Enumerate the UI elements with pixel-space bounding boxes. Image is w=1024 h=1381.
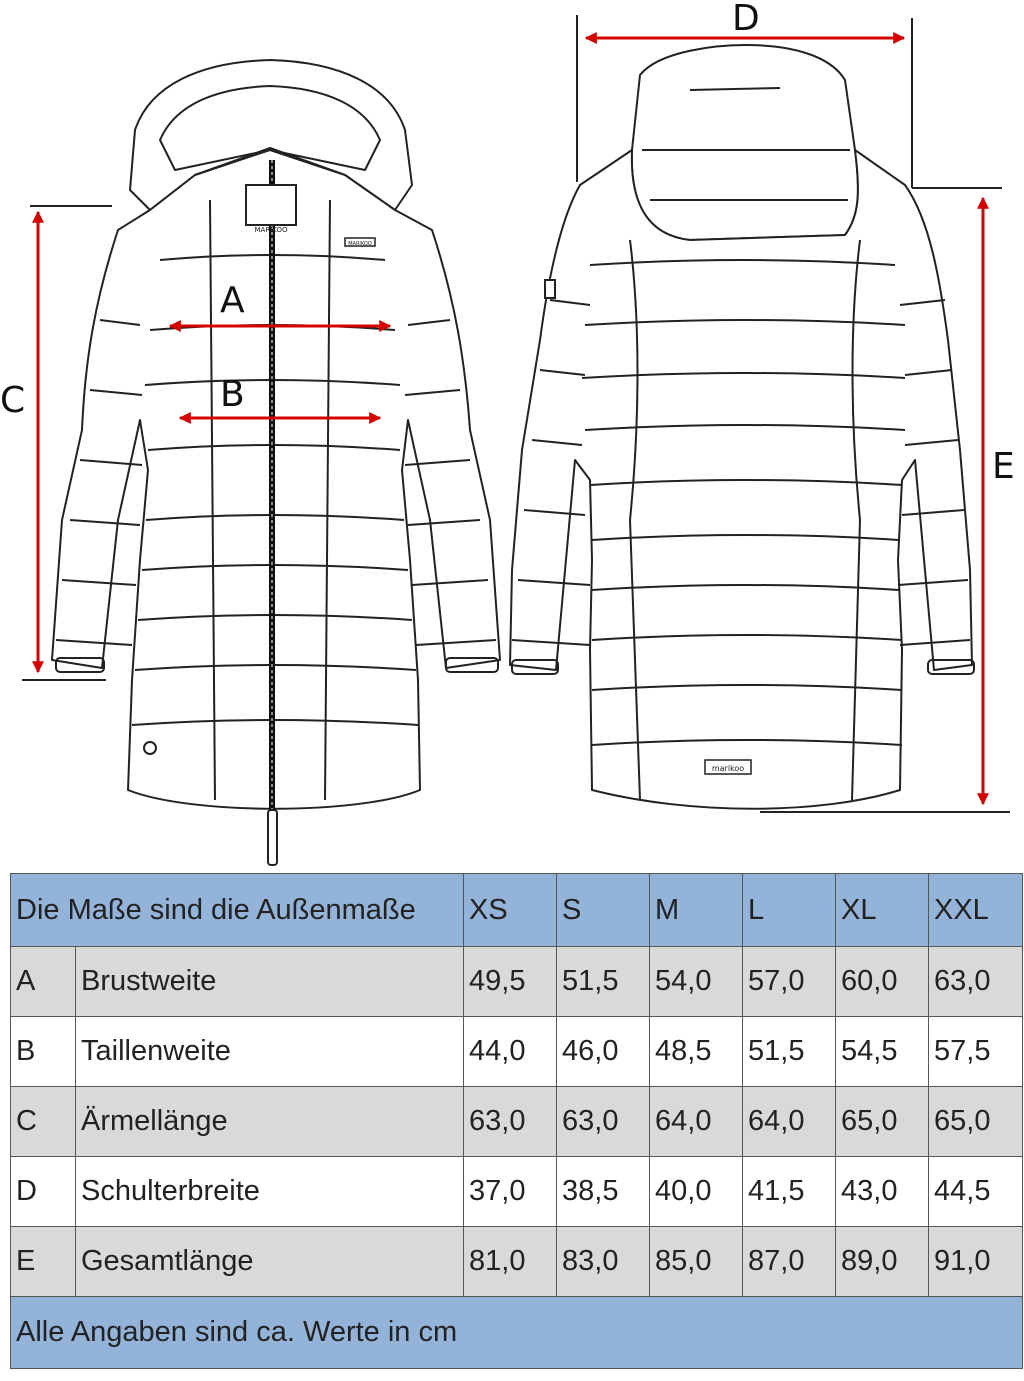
size-header-l: L	[743, 874, 836, 947]
cell-value: 51,5	[743, 1017, 836, 1087]
svg-text:MARIKOO: MARIKOO	[348, 241, 372, 247]
jacket-back-drawing	[510, 45, 974, 809]
size-header-xs: XS	[464, 874, 557, 947]
row-code: B	[11, 1017, 76, 1087]
cell-value: 64,0	[743, 1087, 836, 1157]
dimension-e-letter: E	[992, 446, 1015, 487]
footer-note: Alle Angaben sind ca. Werte in cm	[11, 1297, 1023, 1369]
svg-text:MARIKOO: MARIKOO	[254, 226, 288, 234]
cell-value: 85,0	[650, 1227, 743, 1297]
dimension-a-letter: A	[220, 280, 245, 321]
table-row	[11, 947, 1023, 1017]
cell-value: 81,0	[464, 1227, 557, 1297]
dimension-c-letter: C	[0, 380, 26, 421]
row-name: Brustweite	[76, 947, 464, 1017]
cell-value: 48,5	[650, 1017, 743, 1087]
cell-value: 64,0	[650, 1087, 743, 1157]
cell-value: 37,0	[464, 1157, 557, 1227]
cell-value: 57,5	[929, 1017, 1023, 1087]
table-row	[11, 1157, 1023, 1227]
row-name: Taillenweite	[76, 1017, 464, 1087]
cell-value: 83,0	[557, 1227, 650, 1297]
cell-value: 65,0	[929, 1087, 1023, 1157]
cell-value: 91,0	[929, 1227, 1023, 1297]
cell-value: 49,5	[464, 947, 557, 1017]
row-name: Ärmellänge	[76, 1087, 464, 1157]
table-row	[11, 1087, 1023, 1157]
cell-value: 46,0	[557, 1017, 650, 1087]
row-name: Schulterbreite	[76, 1157, 464, 1227]
size-header-xl: XL	[836, 874, 929, 947]
cell-value: 41,5	[743, 1157, 836, 1227]
dimension-d-letter: D	[732, 0, 760, 39]
size-header-xxl: XXL	[929, 874, 1023, 947]
cell-value: 43,0	[836, 1157, 929, 1227]
cell-value: 54,5	[836, 1017, 929, 1087]
header-title: Die Maße sind die Außenmaße	[11, 874, 464, 947]
row-code: D	[11, 1157, 76, 1227]
cell-value: 44,5	[929, 1157, 1023, 1227]
size-header-s: S	[557, 874, 650, 947]
size-header-m: M	[650, 874, 743, 947]
cell-value: 63,0	[464, 1087, 557, 1157]
back-sleeve-badge-icon	[545, 280, 555, 298]
cell-value: 63,0	[929, 947, 1023, 1017]
front-pocket-button-icon	[144, 742, 156, 754]
cell-value: 65,0	[836, 1087, 929, 1157]
back-hem-tag	[705, 760, 751, 774]
table-header-row	[11, 874, 1023, 947]
cell-value: 60,0	[836, 947, 929, 1017]
row-code: C	[11, 1087, 76, 1157]
cell-value: 40,0	[650, 1157, 743, 1227]
cell-value: 87,0	[743, 1227, 836, 1297]
cell-value: 54,0	[650, 947, 743, 1017]
cell-value: 63,0	[557, 1087, 650, 1157]
cell-value: 44,0	[464, 1017, 557, 1087]
row-code: E	[11, 1227, 76, 1297]
svg-text:marikoo: marikoo	[711, 764, 745, 773]
row-code: A	[11, 947, 76, 1017]
row-name: Gesamtlänge	[76, 1227, 464, 1297]
cell-value: 51,5	[557, 947, 650, 1017]
table-row	[11, 1227, 1023, 1297]
cell-value: 57,0	[743, 947, 836, 1017]
cell-value: 89,0	[836, 1227, 929, 1297]
table-row	[11, 1017, 1023, 1087]
jacket-front-drawing	[52, 60, 500, 809]
size-chart-table	[10, 873, 1023, 1369]
dimension-b-letter: B	[220, 374, 245, 415]
cell-value: 38,5	[557, 1157, 650, 1227]
front-chest-tag	[345, 238, 375, 247]
table-footer-row	[11, 1297, 1023, 1369]
